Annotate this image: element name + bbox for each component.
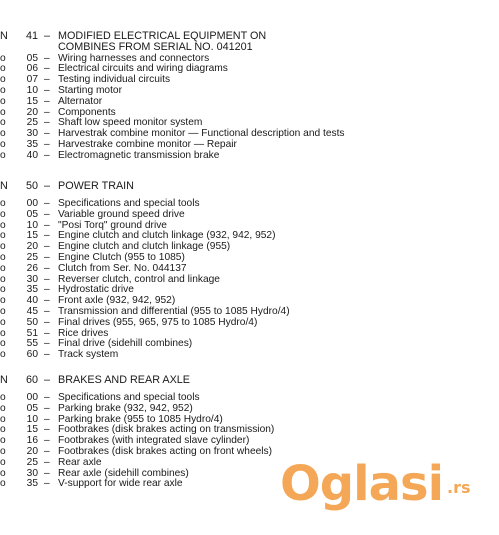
item-mark: o	[0, 252, 6, 263]
watermark-suffix: .rs	[447, 478, 471, 497]
item-mark: o	[0, 138, 6, 150]
section-title-cont: COMBINES FROM SERIAL NO. 041201	[58, 41, 253, 53]
item-mark: o	[0, 95, 6, 107]
item-title: Rear axle	[58, 456, 102, 468]
item-number: 30	[26, 467, 38, 479]
dash: –	[44, 446, 50, 457]
dash: –	[44, 74, 50, 86]
section-title: MODIFIED ELECTRICAL EQUIPMENT ON	[58, 30, 267, 42]
item-mark: o	[0, 198, 6, 209]
item-title: Final drives (955, 965, 975 to 1085 Hydro/4)	[58, 316, 258, 328]
dash: –	[44, 273, 50, 285]
item-title: Final drive (sidehill combines)	[58, 338, 193, 350]
item-number: 50	[26, 316, 38, 328]
item-number: 20	[26, 446, 38, 457]
item-mark: o	[0, 316, 6, 328]
item-number: 20	[26, 106, 38, 118]
dash: –	[44, 149, 50, 161]
item-title: Footbrakes (disk brakes acting on front wheels)	[58, 446, 273, 457]
dash: –	[44, 295, 50, 307]
dash: –	[44, 128, 50, 140]
item-title: Footbrakes (disk brakes acting on transmission)	[58, 424, 275, 436]
item-title: Parking brake (932, 942, 952)	[58, 402, 193, 414]
dash: –	[44, 63, 50, 75]
item-title: Variable ground speed drive	[58, 208, 185, 220]
item-title: Specifications and special tools	[58, 198, 200, 209]
item-number: 30	[26, 273, 38, 285]
item-number: 15	[26, 95, 38, 107]
dash: –	[44, 230, 50, 242]
dash: –	[44, 284, 50, 296]
item-number: 16	[26, 435, 38, 447]
item-mark: o	[0, 208, 6, 220]
item-number: 06	[26, 63, 38, 75]
item-mark: o	[0, 446, 6, 457]
item-mark: o	[0, 338, 6, 350]
item-mark: o	[0, 149, 6, 161]
item-mark: o	[0, 402, 6, 414]
dash: –	[44, 117, 50, 129]
item-title: Rice drives	[58, 327, 109, 339]
section-number: 60	[25, 374, 38, 386]
item-mark: o	[0, 467, 6, 479]
dash: –	[44, 219, 50, 231]
dash: –	[44, 338, 50, 350]
dash: –	[44, 208, 50, 220]
section-letter: N	[0, 30, 8, 42]
dash: –	[44, 424, 50, 436]
item-mark: o	[0, 435, 6, 447]
item-number: 05	[26, 402, 38, 414]
item-title: Wiring harnesses and connectors	[58, 52, 210, 64]
item-title: Components	[58, 106, 116, 118]
item-mark: o	[0, 106, 6, 118]
dash: –	[44, 374, 51, 386]
item-mark: o	[0, 273, 6, 285]
item-title: Reverser clutch, control and linkage	[58, 273, 220, 285]
item-number: 25	[26, 252, 38, 263]
item-title: Harvestrake combine monitor — Repair	[58, 138, 237, 150]
dash: –	[44, 306, 50, 317]
item-title: Hydrostatic drive	[58, 284, 134, 296]
item-mark: o	[0, 230, 6, 242]
item-title: Footbrakes (with integrated slave cylinder)	[58, 435, 250, 447]
dash: –	[44, 262, 50, 274]
item-number: 10	[26, 413, 38, 425]
item-title: Transmission and differential (955 to 1085 Hydro/4)	[58, 306, 290, 317]
item-number: 10	[26, 219, 38, 231]
item-number: 00	[26, 392, 38, 403]
dash: –	[44, 435, 50, 447]
section-letter: N	[0, 180, 8, 192]
dash: –	[44, 478, 50, 490]
item-title: Track system	[58, 349, 119, 361]
item-number: 15	[26, 230, 38, 242]
item-title: Specifications and special tools	[58, 392, 200, 403]
item-number: 00	[26, 198, 38, 209]
item-number: 25	[26, 117, 38, 129]
dash: –	[44, 180, 51, 192]
dash: –	[44, 241, 50, 253]
item-title: Clutch from Ser. No. 044137	[58, 262, 187, 274]
item-title: Shaft low speed monitor system	[58, 117, 203, 129]
item-mark: o	[0, 349, 6, 361]
item-mark: o	[0, 306, 6, 317]
item-mark: o	[0, 128, 6, 140]
dash: –	[44, 402, 50, 414]
dash: –	[44, 392, 50, 403]
dash: –	[44, 198, 50, 209]
item-number: 35	[26, 138, 38, 150]
section-letter: N	[0, 374, 8, 386]
item-mark: o	[0, 284, 6, 296]
dash: –	[44, 456, 50, 468]
item-title: Rear axle (sidehill combines)	[58, 467, 189, 479]
dash: –	[44, 327, 50, 339]
item-number: 15	[26, 424, 38, 436]
section-title: POWER TRAIN	[58, 180, 134, 192]
item-title: Parking brake (955 to 1085 Hydro/4)	[58, 413, 223, 425]
item-title: Electrical circuits and wiring diagrams	[58, 63, 228, 75]
item-title: Alternator	[58, 95, 103, 107]
item-number: 35	[26, 478, 38, 490]
item-number: 05	[26, 208, 38, 220]
item-title: Starting motor	[58, 84, 122, 96]
item-number: 10	[26, 84, 38, 96]
item-number: 51	[26, 327, 38, 339]
item-title: Electromagnetic transmission brake	[58, 149, 220, 161]
section-title: BRAKES AND REAR AXLE	[58, 374, 191, 386]
item-mark: o	[0, 219, 6, 231]
item-mark: o	[0, 241, 6, 253]
item-number: 60	[26, 349, 38, 361]
dash: –	[44, 95, 50, 107]
item-title: Engine clutch and clutch linkage (955)	[58, 241, 231, 253]
item-number: 40	[26, 295, 38, 307]
section-number: 50	[25, 180, 38, 192]
dash: –	[44, 349, 50, 361]
item-title: Engine Clutch (955 to 1085)	[58, 252, 185, 263]
section-number: 41	[25, 30, 38, 42]
item-mark: o	[0, 478, 6, 490]
item-mark: o	[0, 392, 6, 403]
item-mark: o	[0, 424, 6, 436]
item-title: Testing individual circuits	[58, 74, 171, 86]
item-mark: o	[0, 52, 6, 64]
dash: –	[44, 30, 51, 42]
item-number: 45	[26, 306, 38, 317]
item-title: V-support for wide rear axle	[58, 478, 183, 490]
item-number: 30	[26, 128, 38, 140]
item-mark: o	[0, 327, 6, 339]
item-number: 25	[26, 456, 38, 468]
item-mark: o	[0, 456, 6, 468]
item-mark: o	[0, 84, 6, 96]
dash: –	[44, 413, 50, 425]
item-title: Engine clutch and clutch linkage (932, 942, 952)	[58, 230, 276, 242]
item-mark: o	[0, 74, 6, 86]
dash: –	[44, 138, 50, 150]
item-title: Harvestrak combine monitor — Functional description and tests	[58, 128, 345, 140]
dash: –	[44, 316, 50, 328]
dash: –	[44, 84, 50, 96]
item-number: 07	[26, 74, 38, 86]
item-number: 40	[26, 149, 38, 161]
dash: –	[44, 252, 50, 263]
item-mark: o	[0, 413, 6, 425]
item-number: 20	[26, 241, 38, 253]
item-mark: o	[0, 117, 6, 129]
dash: –	[44, 52, 50, 64]
item-number: 55	[26, 338, 38, 350]
item-mark: o	[0, 295, 6, 307]
dash: –	[44, 467, 50, 479]
dash: –	[44, 106, 50, 118]
watermark-logo: Oglasi	[280, 456, 444, 512]
item-number: 35	[26, 284, 38, 296]
item-number: 26	[26, 262, 38, 274]
item-mark: o	[0, 63, 6, 75]
item-mark: o	[0, 262, 6, 274]
item-title: "Posi Torq" ground drive	[58, 219, 167, 231]
item-title: Front axle (932, 942, 952)	[58, 295, 176, 307]
item-number: 05	[26, 52, 38, 64]
